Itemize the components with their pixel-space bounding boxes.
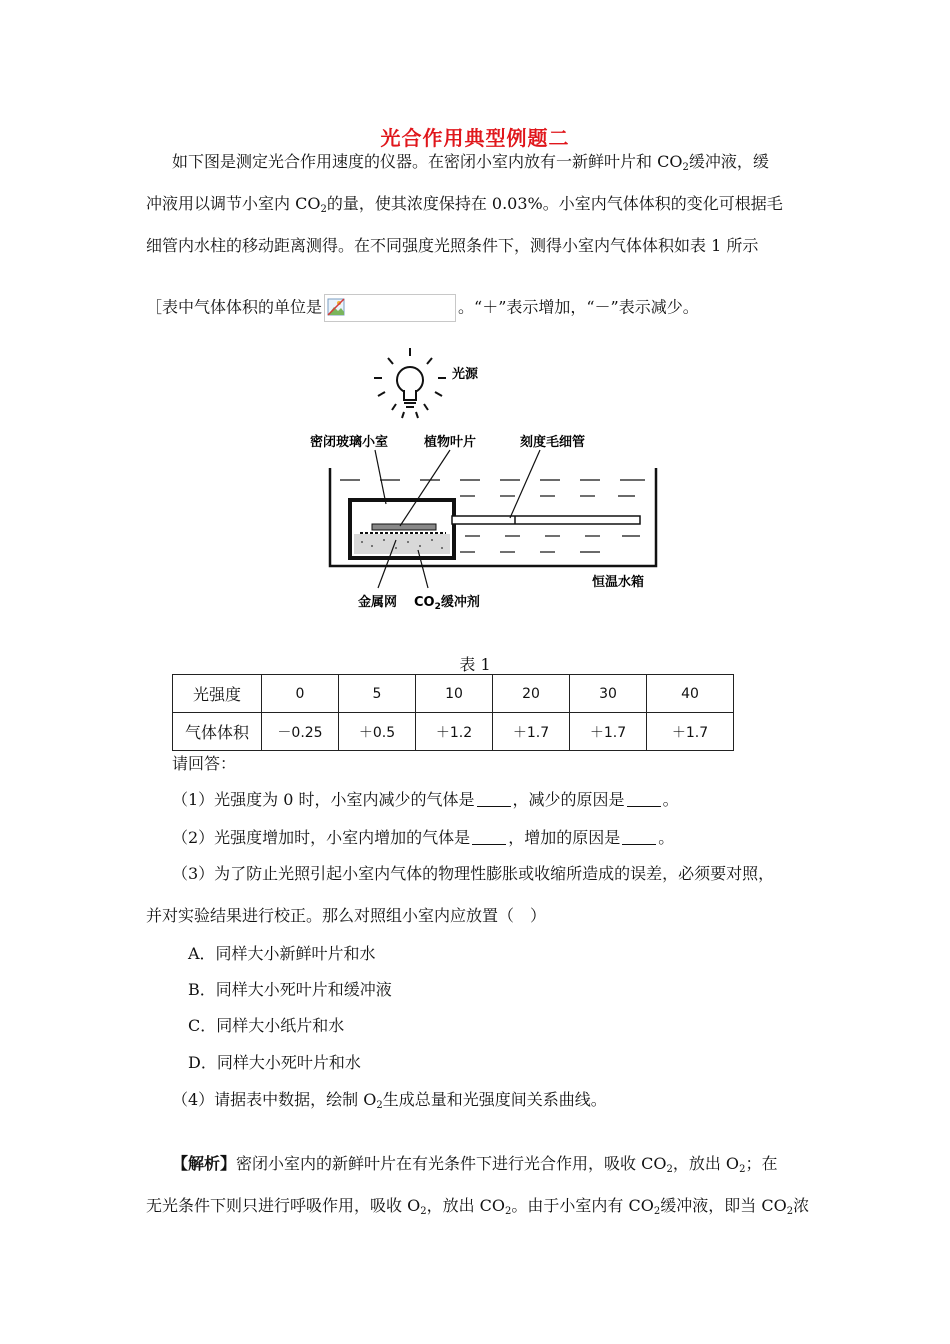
row-header: 光强度 bbox=[173, 675, 262, 713]
analysis-line-1: 【解析】密闭小室内的新鲜叶片在有光条件下进行光合作用，吸收 $CO_2$，放出 $O_2$；在 bbox=[172, 1154, 778, 1175]
label-light-source: 光源 bbox=[452, 367, 479, 382]
question-4: （4）请据表中数据，绘制 $O_2$生成总量和光强度间关系曲线。 bbox=[172, 1090, 607, 1111]
table-row bbox=[173, 713, 734, 751]
label-chamber: 密闭玻璃小室 bbox=[310, 435, 389, 450]
page-title: 光合作用典型例题二 bbox=[380, 126, 570, 150]
table-cell: 5 bbox=[339, 675, 416, 713]
label-water-bath: 恒温水箱 bbox=[592, 575, 645, 590]
intro-line-3: 细管内水柱的移动距离测得。在不同强度光照条件下，测得小室内气体体积如表 1 所示 bbox=[146, 236, 759, 255]
answer-blank bbox=[472, 830, 506, 845]
broken-image-icon bbox=[327, 298, 345, 316]
unit-image-placeholder bbox=[324, 294, 456, 322]
table-cell: ＋1.7 bbox=[647, 713, 734, 751]
table-cell: 40 bbox=[647, 675, 734, 713]
option-b: B．同样大小死叶片和缓冲液 bbox=[188, 980, 392, 999]
question-2: （2）光强度增加时，小室内增加的气体是 ，增加的原因是 。 bbox=[172, 828, 675, 847]
apparatus-diagram bbox=[300, 340, 660, 620]
label-leaf: 植物叶片 bbox=[424, 435, 477, 450]
question-3-line-2: 并对实验结果进行校正。那么对照组小室内应放置（ ） bbox=[146, 906, 547, 925]
answer-blank bbox=[477, 792, 511, 807]
intro-line-2: 冲液用以调节小室内 $CO_2$的量，使其浓度保持在 0.03%。小室内气体体积的变化可根据毛 bbox=[146, 194, 783, 215]
question-prompt: 请回答： bbox=[172, 754, 237, 773]
intro-line-1: 如下图是测定光合作用速度的仪器。在密闭小室内放有一新鲜叶片和 $CO_2$缓冲液，缓 bbox=[172, 152, 769, 173]
option-a: A．同样大小新鲜叶片和水 bbox=[188, 944, 376, 963]
table-cell: 0 bbox=[262, 675, 339, 713]
capillary-tube bbox=[452, 516, 640, 524]
table-cell: 20 bbox=[493, 675, 570, 713]
label-mesh: 金属网 bbox=[358, 595, 398, 610]
answer-blank bbox=[627, 792, 661, 807]
light-volume-table bbox=[172, 674, 734, 751]
label-buffer: $CO_2$缓冲剂 bbox=[414, 595, 480, 612]
label-capillary: 刻度毛细管 bbox=[520, 435, 586, 450]
table-cell: 30 bbox=[570, 675, 647, 713]
analysis-line-2: 无光条件下则只进行呼吸作用，吸收 $O_2$，放出 $CO_2$。由于小室内有 $CO_2$缓冲液，即当 $CO_2$浓 bbox=[146, 1196, 810, 1217]
row-header: 气体体积 bbox=[173, 713, 262, 751]
question-3-line-1: （3）为了防止光照引起小室内气体的物理性膨胀或收缩所造成的误差，必须要对照， bbox=[172, 864, 775, 883]
table-cell: 10 bbox=[416, 675, 493, 713]
glass-chamber bbox=[350, 500, 454, 558]
table-row bbox=[173, 675, 734, 713]
answer-blank bbox=[622, 830, 656, 845]
table-caption: 表 1 bbox=[459, 655, 491, 674]
table-cell: ＋0.5 bbox=[339, 713, 416, 751]
table-cell: ＋1.7 bbox=[493, 713, 570, 751]
intro-line-4: ［表中气体体积的单位是 。“＋”表示增加，“－”表示减少。 bbox=[146, 294, 699, 322]
table-cell: ＋1.7 bbox=[570, 713, 647, 751]
option-c: C．同样大小纸片和水 bbox=[188, 1016, 345, 1035]
table-cell: ＋1.2 bbox=[416, 713, 493, 751]
question-1: （1）光强度为 0 时，小室内减少的气体是 ，减少的原因是 。 bbox=[172, 790, 679, 809]
table-cell: －0.25 bbox=[262, 713, 339, 751]
light-bulb-icon bbox=[374, 348, 446, 418]
option-d: D．同样大小死叶片和水 bbox=[188, 1053, 361, 1072]
analysis-label: 【解析】 bbox=[172, 1154, 237, 1173]
